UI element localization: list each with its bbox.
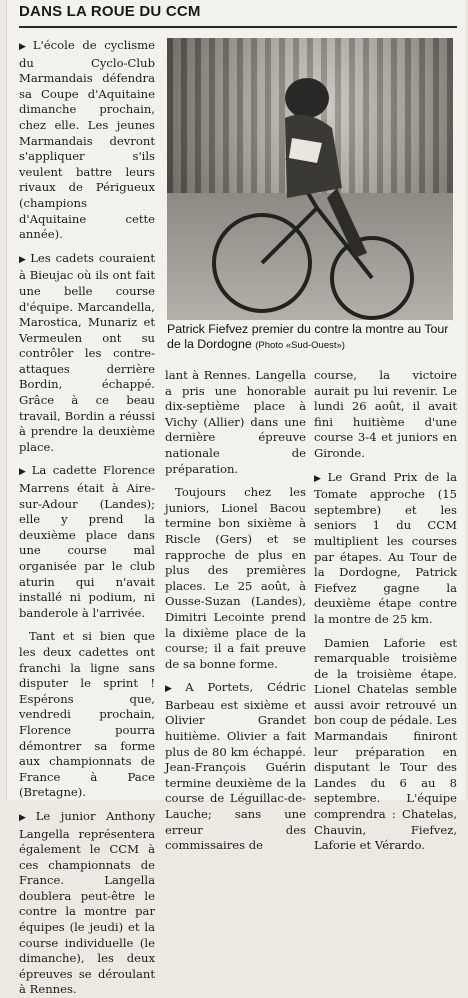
article-column-1 (19, 38, 156, 997)
photo-caption (167, 322, 455, 353)
article-paragraph (19, 251, 155, 456)
article-column-3 (314, 368, 457, 853)
paragraph-text: Le Grand Prix de la Tomate approche (15 septembre) et les seniors 1 du CCM multiplient les courses par étapes. Au Tour de la Dordogne, Patrick Fiefvez gagne la deuxième étape contre la montre de 25 km. (314, 469, 457, 626)
article-column-2 (165, 368, 307, 853)
triangle-right-icon: ▶ (314, 473, 325, 484)
headline: DANS LA ROUE DU CCM (19, 3, 201, 20)
paragraph-text: Le junior Anthony Langella représentera également le CCM à ces championnats de France. Langella doublera peut-être le contre la montre par équipes (le jeudi) et la course individuelle (le dimanche), les deux épreuves se déroulant à Rennes. (19, 808, 156, 997)
headline-rule (19, 26, 457, 28)
article-paragraph (314, 470, 457, 628)
paragraph-text: Toujours chez les juniors, Lionel Bacou termine bon sixième à Riscle (Gers) et se rapproche de plus en plus des premières places. Le 25 août, à Ousse-Suzan (Landes), Dimitri Lecointe prend la dixième place de la course; il a fait preuve de sa bonne forme. (165, 485, 306, 671)
triangle-right-icon: ▶ (165, 684, 183, 695)
triangle-right-icon: ▶ (19, 467, 29, 478)
article-paragraph (19, 463, 155, 621)
article-paragraph (314, 368, 457, 462)
caption-text: Patrick Fiefvez premier du contre la montre au Tour de la Dordogne (167, 322, 449, 351)
paragraph-text: lant à Rennes. Langella a pris une honorable dix-septième place à Vichy (Allier) dans une dernière épreuve nationale de préparation. (165, 368, 306, 476)
triangle-right-icon: ▶ (19, 42, 30, 52)
article-paragraph (165, 368, 306, 477)
paragraph-text: La cadette Florence Marrens était à Aire-sur-Adour (Landes); elle y prend la deuxième place dans une course mal organisée par le club aturin qui n'avait installé ni podium, ni banderole à l'arrivée. (19, 463, 156, 620)
paragraph-text: L'école de cyclisme du Cyclo-Club Marmandais défendra sa Coupe d'Aquitaine dimanche prochain, chez elle. Les jeunes Marmandais devront s'appliquer s'ils veulent battre leurs rivaux de Périgueux (champions d'Aquitaine cette année). (19, 38, 156, 242)
article-paragraph (19, 809, 155, 998)
cyclist-photo (167, 38, 453, 320)
article-paragraph (165, 485, 306, 672)
newspaper-clipping (6, 0, 465, 997)
cyclist-figure (167, 38, 453, 320)
article-paragraph (165, 680, 306, 854)
photo-credit: (Photo «Sud-Ouest») (255, 340, 345, 351)
paragraph-text: course, la victoire aurait pu lui revenir. Le lundi 26 août, il avait fini huitième d'une course 3-4 et juniors en Gironde. (314, 368, 457, 460)
article-paragraph (314, 636, 457, 854)
paragraph-text: Tant et si bien que les deux cadettes ont franchi la ligne sans disputer le sprint ! Espérons que, vendredi prochain, Florence pourra démontrer sa forme aux championnats de France à Pace (Bretagne). (19, 629, 155, 800)
article-paragraph (19, 629, 155, 801)
paragraph-text: Les cadets couraient à Bieujac où ils ont fait une belle course d'équipe. Marcandella, Marostica, Munariz et Vermeulen ont su contrôler les contre-attaques derrière Bordin, échappé. Grâce à ce beau travail, Bordin a réussi à prendre la deuxième place. (19, 250, 155, 454)
article-paragraph (19, 38, 155, 243)
paragraph-text: A Portets, Cédric Barbeau est sixième et Olivier Grandet huitième. Olivier a fait plus de 80 km échappé. Jean-François Guérin termine deuxième de la course de Léguillac-de-Lauche; sans une erreur des commissaires de (165, 680, 307, 853)
triangle-right-icon: ▶ (19, 254, 28, 265)
triangle-right-icon: ▶ (19, 812, 33, 823)
paragraph-text: Damien Laforie est remarquable troisième de la troisième étape. Lionel Chatelas semble aussi avoir retrouvé un bon coup de pédale. Les Marmandais finiront leur préparation en disputant le Tour des Landes du 6 au 8 septembre. L'équipe comprendra : Chatelas, Chauvin, Fiefvez, Laforie et Vérardo. (314, 635, 457, 853)
